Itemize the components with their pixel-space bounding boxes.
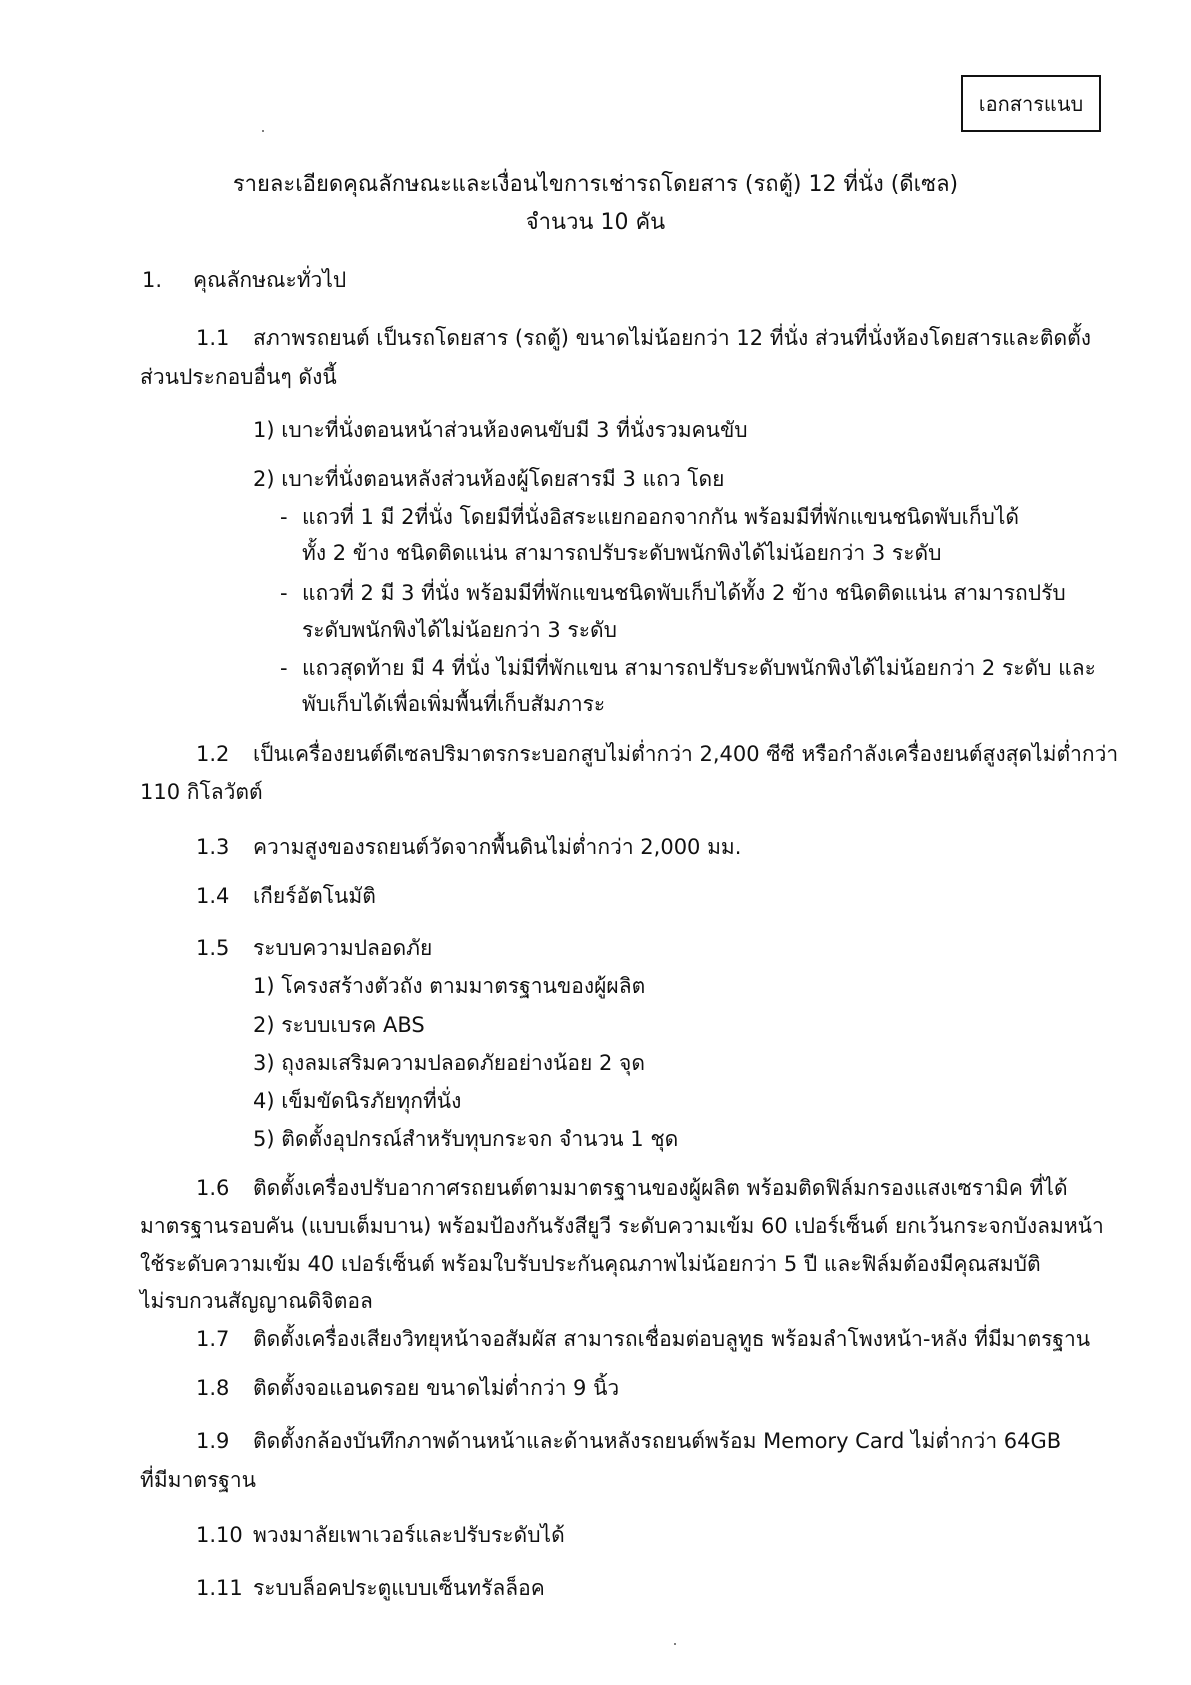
item-1-11-number: 1.11 bbox=[196, 1576, 243, 1600]
item-1-4-text: เกียร์อัตโนมัติ bbox=[253, 884, 376, 908]
bullet-1-line2: ทั้ง 2 ข้าง ชนิดติดแน่น สามารถปรับระดับพนักพิงได้ไม่น้อยกว่า 3 ระดับ bbox=[302, 541, 942, 565]
item-1-3-text: ความสูงของรถยนต์วัดจากพื้นดินไม่ต่ำกว่า 2,000 มม. bbox=[253, 835, 742, 859]
item-1-5-list-item: 5) ติดตั้งอุปกรณ์สำหรับทุบกระจก จำนวน 1 ชุด bbox=[253, 1127, 679, 1151]
document-title-line1: รายละเอียดคุณลักษณะและเงื่อนไขการเช่ารถโดยสาร (รถตู้) 12 ที่นั่ง (ดีเซล) bbox=[232, 172, 959, 197]
bullet-3-line2: พับเก็บได้เพื่อเพิ่มพื้นที่เก็บสัมภาระ bbox=[302, 692, 606, 716]
section-number: 1. bbox=[142, 268, 163, 292]
bullet-3-line1: แถวสุดท้าย มี 4 ที่นั่ง ไม่มีที่พักแขน สามารถปรับระดับพนักพิงได้ไม่น้อยกว่า 2 ระดับ และ bbox=[302, 656, 1096, 680]
scan-speck bbox=[674, 1643, 676, 1645]
item-1-2-line2: 110 กิโลวัตต์ bbox=[140, 780, 263, 804]
item-1-5-list-item: 1) โครงสร้างตัวถัง ตามมาตรฐานของผู้ผลิต bbox=[253, 974, 646, 998]
item-1-5-number: 1.5 bbox=[196, 936, 230, 960]
bullet-dash: - bbox=[280, 656, 288, 680]
bullet-2-line2: ระดับพนักพิงได้ไม่น้อยกว่า 3 ระดับ bbox=[302, 618, 617, 642]
item-1-1-sub1: 1) เบาะที่นั่งตอนหน้าส่วนห้องคนขับมี 3 ที่นั่งรวมคนขับ bbox=[253, 418, 748, 442]
item-1-6-number: 1.6 bbox=[196, 1176, 230, 1200]
item-1-9-number: 1.9 bbox=[196, 1429, 230, 1453]
item-1-6-line1: ติดตั้งเครื่องปรับอากาศรถยนต์ตามมาตรฐานของผู้ผลิต พร้อมติดฟิล์มกรองแสงเซรามิค ที่ได้ bbox=[253, 1176, 1068, 1200]
item-1-7-text: ติดตั้งเครื่องเสียงวิทยุหน้าจอสัมผัส สามารถเชื่อมต่อบลูทูธ พร้อมลำโพงหน้า-หลัง ที่มีมาตรฐาน bbox=[253, 1327, 1091, 1351]
item-1-7-number: 1.7 bbox=[196, 1327, 230, 1351]
item-1-10-text: พวงมาลัยเพาเวอร์และปรับระดับได้ bbox=[253, 1523, 565, 1547]
bullet-dash: - bbox=[280, 581, 288, 605]
bullet-2-line1: แถวที่ 2 มี 3 ที่นั่ง พร้อมมีที่พักแขนชนิดพับเก็บได้ทั้ง 2 ข้าง ชนิดติดแน่น สามารถปรับ bbox=[302, 581, 1066, 605]
item-1-9-line1: ติดตั้งกล้องบันทึกภาพด้านหน้าและด้านหลังรถยนต์พร้อม Memory Card ไม่ต่ำกว่า 64GB bbox=[253, 1429, 1062, 1453]
item-1-5-list-item: 2) ระบบเบรค ABS bbox=[253, 1013, 425, 1037]
item-1-2-number: 1.2 bbox=[196, 742, 230, 766]
item-1-4-number: 1.4 bbox=[196, 884, 230, 908]
item-1-3-number: 1.3 bbox=[196, 835, 230, 859]
attachment-label: เอกสารแนบ bbox=[978, 91, 1084, 116]
item-1-2-line1: เป็นเครื่องยนต์ดีเซลปริมาตรกระบอกสูบไม่ต่ำกว่า 2,400 ซีซี หรือกำลังเครื่องยนต์สูงสุดไม่ต่ำกว่า bbox=[253, 742, 1119, 766]
item-1-8-text: ติดตั้งจอแอนดรอย ขนาดไม่ต่ำกว่า 9 นิ้ว bbox=[253, 1376, 620, 1400]
item-1-1-line2: ส่วนประกอบอื่นๆ ดังนี้ bbox=[140, 365, 337, 389]
document-title-line2: จำนวน 10 คัน bbox=[525, 210, 666, 235]
item-1-1-number: 1.1 bbox=[196, 326, 230, 350]
item-1-9-line2: ที่มีมาตรฐาน bbox=[140, 1468, 256, 1492]
item-1-6-line4: ไม่รบกวนสัญญาณดิจิตอล bbox=[140, 1289, 373, 1313]
scan-speck bbox=[262, 130, 264, 132]
item-1-1-sub2: 2) เบาะที่นั่งตอนหลังส่วนห้องผู้โดยสารมี 3 แถว โดย bbox=[253, 467, 725, 491]
item-1-1-line1: สภาพรถยนต์ เป็นรถโดยสาร (รถตู้) ขนาดไม่น้อยกว่า 12 ที่นั่ง ส่วนที่นั่งห้องโดยสารและติดตั้ง bbox=[253, 326, 1092, 350]
item-1-5-text: ระบบความปลอดภัย bbox=[253, 936, 433, 960]
attachment-label-box bbox=[961, 75, 1101, 132]
item-1-6-line3: ใช้ระดับความเข้ม 40 เปอร์เซ็นต์ พร้อมใบรับประกันคุณภาพไม่น้อยกว่า 5 ปี และฟิล์มต้องมีคุณสมบัติ bbox=[140, 1252, 1041, 1276]
item-1-10-number: 1.10 bbox=[196, 1523, 243, 1547]
bullet-1-line1: แถวที่ 1 มี 2ที่นั่ง โดยมีที่นั่งอิสระแยกออกจากกัน พร้อมมีที่พักแขนชนิดพับเก็บได้ bbox=[302, 505, 1020, 529]
item-1-8-number: 1.8 bbox=[196, 1376, 230, 1400]
item-1-11-text: ระบบล็อคประตูแบบเซ็นทรัลล็อค bbox=[253, 1576, 545, 1600]
item-1-5-list-item: 4) เข็มขัดนิรภัยทุกที่นั่ง bbox=[253, 1089, 462, 1113]
section-heading: คุณลักษณะทั่วไป bbox=[193, 268, 347, 292]
item-1-6-line2: มาตรฐานรอบคัน (แบบเต็มบาน) พร้อมป้องกันรังสียูวี ระดับความเข้ม 60 เปอร์เซ็นต์ ยกเว้นกระจกบังลมหน้า bbox=[140, 1214, 1104, 1238]
bullet-dash: - bbox=[280, 505, 288, 529]
item-1-5-list-item: 3) ถุงลมเสริมความปลอดภัยอย่างน้อย 2 จุด bbox=[253, 1051, 645, 1075]
